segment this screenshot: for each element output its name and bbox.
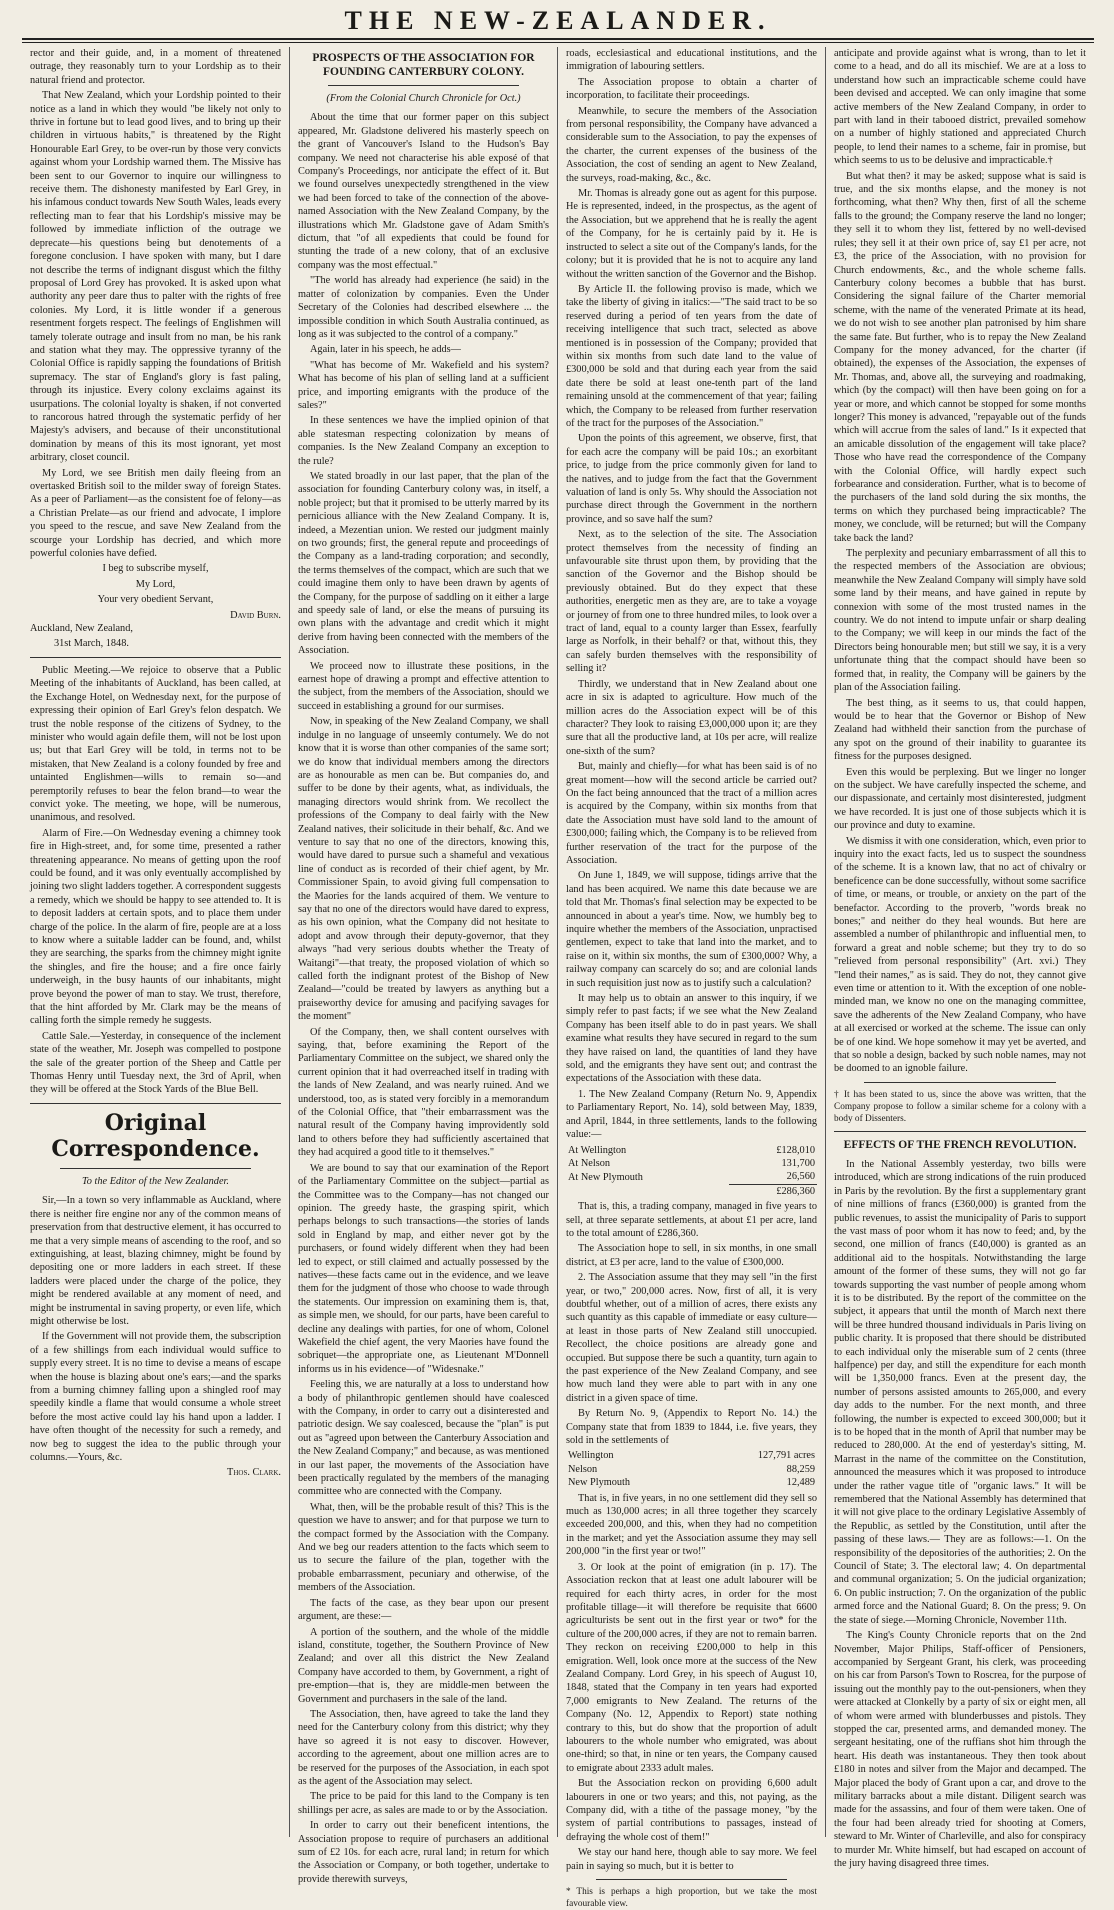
article-paragraph: anticipate and provide against what is wrong, than to let it come to a head, and do all its mischief. We are at a loss to understand how such an impracticable scheme could have been devised and accepted. We can only imagine that some active members of the New Zealand Company, in order to part with land in their tabooed district, prevailed somehow on a number of highly stationed and appreciated Church people, to lend their names to a scheme, fair in promise, but which seems to us to be delusive and impracticable.† xyxy=(834,48,1086,167)
article-paragraph: What, then, will be the probable result of this? This is the question we have to answer; and for that purpose we turn to the compact formed by the Association with the Company. And we beg our readers attention to the facts which seem to us to secure the failure of the plan, together with the probable embarrassment, pecuniary and otherwise, of the members of the Association. xyxy=(298,1501,549,1594)
divider xyxy=(834,1131,1086,1132)
correspondence-paragraph: Sir,—In a town so very inflammable as Auckland, where there is neither fire engine nor any of the common means of preservation from that destructive element, it has occurred to me that a very simple means of ascending to the roof, and so extinguishing, at least, blazing chimney, might be found by depositing one or more ladders in each street. If these ladders were placed under the charge of the police, they might be rendered available at any moment of need, and might be instrumental in saving property, or even life, which might otherwise be lost. xyxy=(30,1195,281,1327)
article-paragraph: Again, later in his speech, he adds— xyxy=(310,344,461,356)
letter-date: 31st March, 1848. xyxy=(54,638,129,650)
column-4 xyxy=(826,47,1094,1869)
article-paragraph: 2. The Association assume that they may sell "in the first year, or two," 200,000 acres. Now, first of all, it is very doubtful whether, out of a million of acres, there exists any such quantity as this capable of immediate or easy culture—at least in those parts of New Zealand still unoccupied. Recollect, the choice positions are already gone and occupied. But suppose there be such a quantity, turn again to the past experience of the New Zealand Company, and see how much land they were able to part with in any one district in a given space of time. xyxy=(566,1272,817,1404)
article-paragraph: We dismiss it with one consideration, which, even prior to inquiry into the exact facts, led us to suspect the soundness of the scheme. It is a known law, that no act of chivalry or beneficence can be done successfully, without some sacrifice of time, or means, or trouble, or anxiety on the part of the benefactor. According to the proverb, "words break no bones;" and neither do they heal wounds. But here are assembled a number of philanthropic and influential men, to forward a great and noble scheme; but they try to do so "relieved from personal responsibility" (Art. xvi.) They "lend their names," as is said. They do not, they cannot give even time or attention to it. With the exception of one noble-minded man, we know no one on the managing committee, save the adherents of the New Zealand Company, who have at all exercised or worked at the scheme. The issue can only be of one kind. We hope somehow it may yet be averted, and that so noble a design, backed by such noble names, may not be doomed to an ignoble failure. xyxy=(834,835,1086,1075)
article-heading: EFFECTS OF THE FRENCH REVOLUTION. xyxy=(843,1138,1077,1151)
article-paragraph: Of the Company, then, we shall content ourselves with saying, that, before examining the Report of the Parliamentary Committee on the subject, we shared only the current opinion that it had overreached itself in trading with the lands of New Zealand, and was nearly ruined. And we understood, too, as is stated very forcibly in a memorandum of the Colonial Office, that "their embarrassment was the natural result of the Company having improvidently sold land to others before they had sufficiently ascertained that they had acquired a good title to it themselves." xyxy=(298,1026,549,1159)
table-row xyxy=(566,1449,817,1462)
news-item-cattle: Cattle Sale.—Yesterday, in consequence of the inclement state of the weather, Mr. Joseph was compelled to postpone the sale of the greater portion of the Sheep and Cattle per Thomas Henry until Tuesday next, the 3rd of April, when they will be offered at the Stock Yards of the Blue Bell. xyxy=(30,1030,281,1096)
article-paragraph: "What has become of Mr. Wakefield and his system? What has become of his plan of selling land at a sufficient price, and importing emigrants with the produce of the sales?" xyxy=(298,359,549,411)
footnote: * This is perhaps a high proportion, but we take the most favourable view. xyxy=(566,1887,817,1910)
divider xyxy=(864,1082,1056,1083)
letter-paragraph: That New Zealand, which your Lordship pointed to their notice as a land in which they would "be likely not only to thrive in fortune but to lead good lives, and to bring up their children in virtuous habits," is threatened by the Right Honourable Earl Grey, to be over-run by those very convicts against whom your Lordship warned them. The Missive has been sent to our Governor to inquire our willingness to receive them. The dishonesty manifested by Earl Grey, in his infamous conduct towards New South Wales, leads every reflecting man to fear that his Lordship's missive may be followed by immediate infliction of the outrage we deprecate—his questions being but denotements of a foregone conclusion. I have spoken with many, but I dare not describe the terms of indignant disgust which the filthy proposal of Lord Grey has provoked. It is asked upon what authority any peer dare thus to palter with the rights of free colonies. My Lord, it is little wonder if a generous resentment forgets respect. The feelings of Englishmen will tamely tolerate outrage and insult from no man, be his rank and station what they may. The oppressive tyranny of the Colonial Office is rapidly sapping the foundations of British supremacy. The star of England's glory is fast paling, through its injustice. Every colony exclaims against its usurpations. The colonial loyalty is shaken, if not converted to rancorous hatred through the systematic perfidy of her Majesty's advisers, and because of their unconstitutional domination by means of this its most ignorant, yet most arbitrary, closet council. xyxy=(30,90,281,464)
article-paragraph: It may help us to obtain an answer to this inquiry, if we simply refer to past facts; if we see what the New Zealand Company has been itself able to do in past years. We shall examine what results they have secured in regard to the sum they have raised on land, the quantities of land they have sold, and the emigrants they have sent out; and contrast the expectations of the Association with these data. xyxy=(566,993,817,1085)
column-1 xyxy=(22,47,290,1837)
article-paragraph: The Association propose to obtain a charter of incorporation, to facilitate their proceedings. xyxy=(566,76,817,102)
article-paragraph: About the time that our former paper on this subject appeared, Mr. Gladstone delivered his masterly speech on the grant of Vancouver's Island to the Hudson's Bay company. We need not characterise his able exposé of that Company's Proceedings, nor anticipate the effect of it. But we found ourselves unexpectedly strengthened in the view we had been forced to take of the connection of the above-named Association with the New Zealand Company, by the illustrations which Mr. Gladstone gave of Adam Smith's dictum, that "of all expedients that could be found for stunting the trade of a new colony, that of an exclusive company was the most effectual." xyxy=(298,112,549,271)
article-paragraph: We proceed now to illustrate these positions, in the earnest hope of drawing a prompt and effective attention to the subject, from the members of the Association, should we succeed in establishing a ground for our surmises. xyxy=(298,660,549,712)
letter-closing: My Lord, xyxy=(135,578,176,590)
article-paragraph: But the Association reckon on providing 6,600 adult labourers in one or two years; and this, not paying, as the Company did, with a tithe of the passage money, "by the system of partial contributions to passages, instead of defraying the whole cost of them!" xyxy=(566,1778,817,1843)
table-cell: 12,489 xyxy=(786,1477,815,1489)
article-paragraph: We are bound to say that our examination of the Report of the Parliamentary Committee on the subject—partial as the Committee was to the Company—has not changed our opinion. The greedy haste, the grasping spirit, which perhaps belongs to such transactions—the stories of lands sold in England by map, and either never got by the purchasers, or found widely different when they had been led to expect, or still claimed and actually possessed by the natives—these facts came out in the evidence, and we leave them for the judgment of those who choose to wade through the statements. Our impression on examining them is, that, as simple men, we should, for our parts, have been careful to decline any dealings with parties, for one of whom, Colonel Wakefield the chief agent, the very Maories have found the sobriquet—the appropriate one, as Lieutenant M'Donnell informs us in his evidence—of "Widesnake." xyxy=(298,1162,549,1375)
article-paragraph: roads, ecclesiastical and educational institutions, and the immigration of labouring settlers. xyxy=(566,48,817,73)
article-paragraph: In order to carry out their beneficent intentions, the Association propose to require of purchasers an additional sum of £2 10s. for each acre, rural land; in return for which the Association or Company, or both together, undertake to provide therewith surveys, xyxy=(298,1820,549,1885)
article-paragraph: By Article II. the following proviso is made, which we take the liberty of giving in italics:—"The said tract to be so reserved during a period of ten years from the date of receiving intelligence that such tract, selected as above mentioned is in possession of the Company; provided that within six months from such date land to the value of £300,000 be sold and that during each year from the said date there be sold at least one-tenth part of the land remaining unsold at the commencement of that year; failing which, the Company to be released from further reservation of the tract for the purposes of the Association." xyxy=(566,283,817,429)
table-cell: New Plymouth xyxy=(568,1477,631,1489)
article-paragraph: The Association hope to sell, in six months, in one small district, at £3 per acre, land to the value of £300,000. xyxy=(566,1243,817,1268)
table-cell: 88,259 xyxy=(786,1463,815,1475)
article-paragraph: 1. The New Zealand Company (Return No. 9, Appendix to Parliamentary Report, No. 14), sold between May, 1839, and April, 1844, in three settlements, lands to the following value:— xyxy=(566,1088,817,1141)
letter-signature: David Burn. xyxy=(230,609,281,621)
divider xyxy=(596,1879,787,1880)
section-title: Original Correspondence. xyxy=(51,1109,260,1162)
table-cell: At Nelson xyxy=(568,1157,611,1169)
article-paragraph: Meanwhile, to secure the members of the Association from personal responsibility, the Company have advanced a considerable sum to the Association, to pay the expenses of the charter, the current expenses of the business of the Association, the cost of sending an agent to New Zealand, the surveys, road-making, &c., &c. xyxy=(566,105,817,184)
article-paragraph: We stay our hand here, though able to say more. We feel pain in saying so much, but it is better to xyxy=(566,1847,817,1872)
article-paragraph: The facts of the case, as they bear upon our present argument, are these:— xyxy=(298,1597,549,1623)
article-paragraph: But what then? it may be asked; suppose what is said is true, and the six months elapse, and the money is not forthcoming, what then? Why then, first of all the scheme falls to the ground; the Company reserve the land no longer; they sell it to whom they list, fettered by no well-devised rules; they sell it at their own price of, say £1 per acre, not £3, the price of the Association, with no provision for Church endowments, &c., and the whole scheme falls. Canterbury colony becomes a bubble that has burst. Considering the signal failure of the Charter memorial scheme, with the name of the venerated Primate at its head, we do not wish to see another plan patronised by him share the same fate. But further, who is to repay the New Zealand Company for the money advanced, for the charter (if obtained), the expenses of the Association, the expenses of Mr. Thomas, and, above all, the surveying and roadmaking, which (by the compact) will then have been going on for a year or more, and which cannot be stopped for some months longer? This money is advanced, "repayable out of the funds which will accrue from the sales of land." Is it expected that an amicable dissolution of the engagement will take place? Those who have read the correspondence of the Company with the Colonial Office, will hardly expect such forbearance and consideration. Further, what is to become of the purchasers of the land sold during the six months, the terms on which they purchased being impracticable? The money, we conclude, will be returned; but will the Company take back the land? xyxy=(834,170,1086,544)
letter-paragraph: My Lord, we see British men daily fleeing from an overtasked British soil to the milder sway of foreign States. As a peer of Parliament—as the consistent foe of felony—as a Christian Prelate—as our friend and advocate, I implore you speed to the rescue, and save New Zealand from the scourge your Lordship has decried, and which more powerful colonies have defied. xyxy=(30,467,281,560)
article-paragraph: Now, in speaking of the New Zealand Company, we shall indulge in no language of unseemly contumely. We do not know that it is worse than other companies of the same sort; we do know that individual members among the directors are as honourable as men can be. But companies do, and suffer to be done by their agents, what, as individuals, the managing directors would shrink from. We recollect the professions of the Company to deal fairly with the New Zealand natives, their solicitude in their behalf, &c. And we venture to say that no one of the directors, knowing this, would have dared to pursue such a shameful and vexatious line of conduct as is recorded of their chief agent, by Mr. Commissioner Spain, to avoid giving full compensation to the Maories for the lands acquired of them. We venture to say that no one of the directors would have dared to express, as his own opinion, what the Company did not hesitate to adopt and avow through their deputy-governor, that they always "had very serious doubts whether the Treaty of Waitangi"—that treaty, the proposed violation of which so called forth the indignant protest of the Bishop of New Zealand—"could be treated by lawyers as anything but a praiseworthy device for amusing and pacifying savages for the moment" xyxy=(298,716,549,1023)
article-paragraph: In the National Assembly yesterday, two bills were introduced, which are strong indications of the ruin produced in Paris by the revolution. By the first a supplementary grant of nine millions of francs (£360,000) is granted from the public revenues, to assist the municipality of Paris to support the vast mass of poor whom it has now to feed; and, by the second, one million of francs (£40,000) is granted as an additional aid to the hospitals. Notwithstanding the large amount of the former of these sums, they will not go far towards supporting the vast number of people among whom it is to be distributed. By the report of the committee on the subject, it appears that until the month of March next there will be three hundred thousand individuals in Paris living on public charity. It is proposed that there should be distributed to each individual only the miserable sum of 2 cents (three halfpence) per day, and still the expenditure for each month will be 1,350,000 francs. Even at the present day, the number of persons assisted amounts to 265,000, and every day adds to the number. For the next month, and three following, the number is expected to exceed 300,000; but it is to be hoped that in the month of April that number may be reduced to 280,000. At the end of yesterday's sitting, M. Marrast in the name of the committee on the Constitution, announced the measures which it was proposed to introduce under the rather vague title of "organic laws." It will be remembered that the National Assembly has determined that it will not give place to the ordinary Legislative Assembly of the Republic, as settled by the Constitution, until after the passing of these laws.— They are as follows:—1. On the responsibility of the depositories of the authorities; 2. On the Council of State; 3. The electoral law; 4. On departmental and communal organization; 5. On the judicial organization; 6. On public instruction; 7. On the organization of the public armed force and the National Guard; 8. On the press; 9. On the state of siege.—Morning Chronicle, November 11th. xyxy=(834,1158,1086,1626)
table-total: £286,360 xyxy=(729,1184,817,1198)
article-source: (From the Colonial Church Chronicle for Oct.) xyxy=(326,93,521,104)
footnote: † It has been stated to us, since the above was written, that the Company propose to follow a similar scheme for a colony with a body of Dissenters. xyxy=(834,1089,1086,1124)
lands-acres-table xyxy=(566,1449,817,1489)
article-paragraph: The perplexity and pecuniary embarrassment of all this to the respected members of the Association are obvious; meanwhile the New Zealand Company will simply have sold some land by their means, and have gained in repute by connexion with some of the most trusted names in the country. We do not intend to impute unfair or sharp dealing to the Company; we will keep in our minds the fact of the Directors being honourable men; but still we say, it is a very unfortunate thing that the compact should have been so formed that, in reality, the Company will be gainers by the plan of the Association failing. xyxy=(834,548,1086,694)
divider xyxy=(328,85,519,86)
divider xyxy=(60,1168,251,1169)
letter-paragraph: rector and their guide, and, in a moment of threatened outrage, they reasonably turn to your Lordship as to their natural friend and protector. xyxy=(30,48,281,86)
letter-place: Auckland, New Zealand, xyxy=(30,623,133,635)
article-paragraph: But, mainly and chiefly—for what has been said is of no great moment—how will the second article be carried out? On the fact being announced that the tract of a million acres is acquired by the Company, within six months from that date the Association must have sold land to the amount of £300,000; failing which, the Company is to be relieved from further reservation of the tract for the purpose of the Association. xyxy=(566,761,817,866)
article-paragraph: Mr. Thomas is already gone out as agent for this purpose. He is represented, indeed, in the prospectus, as the agent of the Association, but we apprehend that he is really the agent of the Company, for he is certainly paid by it. He is instructed to select a site out of the Company's lands, for the colony; but it is provided that he is not to acquire any land without the written sanction of the Governor and the Bishop. xyxy=(566,188,817,280)
article-paragraph: In these sentences we have the implied opinion of that able statesman respecting colonization by means of companies. Is the New Zealand Company an exception to the rule? xyxy=(298,415,549,467)
article-paragraph: "The world has already had experience (he said) in the matter of colonization by companies. Even the Under Secretary of the Colonies had described elsewhere ... the impossible condition in which South Australia continued, as long as it was subjected to the control of a company." xyxy=(298,275,549,340)
table-row xyxy=(566,1463,817,1476)
article-paragraph: 3. Or look at the point of emigration (in p. 17). The Association reckon that at least one adult labourer will be required for each thirty acres, in order for the most profitable tillage—it will therefore be requisite that 6600 agriculturists be sent out in the first year or two* for the culture of the 200,000 acres, if they are not to remain barren. They reckon on receiving £200,000 to help in this emigration. Well, look once more at the success of the New Zealand Company. Lord Grey, in his speech of August 10, 1848, stated that the Company in ten years had exported 7,000 emigrants to New Zealand. The returns of the Company (No. 12, Appendix to Report) state nothing contrary to this, but do show that the proportion of adult labourers to the whole number who emigrated, was about one-third; so that, in nine or ten years, the Company caused to emigrate about 2333 adult males. xyxy=(566,1561,817,1774)
article-paragraph: The King's County Chronicle reports that on the 2nd November, Major Philips, Staff-officer of Pensioners, accompanied by Sergeant Grant, his clerk, was proceeding on his car from Parson's Town to Roscrea, for the purpose of issuing out the monthly pay to the out-pensioners, when they were attacked at Clonkelly by a party of six or eight men, all of whom were armed with blunderbusses and pistols. They stopped the car, presented arms, and demanded money. The sergeant hesitating, one of the ruffians shot him through the heart. His death was instantaneous. They then took about £180 in notes and silver from the Major and decamped. The Major placed the body of Grant upon a car, and drove to the military barracks about a mile distant. Diligent search was made for the assassins, and four of them were taken. One of the four had been already tried for shooting at Comers, steward to Mr. Winter of Charleville, and also for conspiracy to murder Mr. White himself, but had escaped on account of the jury having disagreed three times. xyxy=(834,1630,1086,1869)
article-paragraph: The best thing, as it seems to us, that could happen, would be to hear that the Governor or Bishop of New Zealand had withheld their sanction from the purchase of any spot on the ground of their inability to guarantee its fitness for the purposes designed. xyxy=(834,697,1086,763)
table-cell: 127,791 acres xyxy=(757,1450,815,1462)
column-3 xyxy=(558,47,826,1910)
table-cell: 131,700 xyxy=(781,1157,815,1169)
article-paragraph: Feeling this, we are naturally at a loss to understand how a body of philanthropic gentlemen should have coalesced with the Company, in order to carry out a disinterested and patriotic design. We say coalesced, because the "plan" is put out as "agreed upon between the Canterbury Association and the New Zealand Company;" and because, as was mentioned in our last paper, the movements of the Association have been practically regulated by the members of the managing committee who are connected with the Company. xyxy=(298,1379,549,1498)
table-cell: 26,560 xyxy=(786,1171,815,1183)
article-paragraph: That is, this, a trading company, managed in five years to sell, at three separate settlements, at about £1 per acre, land to the total amount of £286,360. xyxy=(566,1201,817,1239)
article-paragraph: Thirdly, we understand that in New Zealand about one acre in six is adapted to agriculture. How much of the million acres do the Association expect will be of this character? They look to raising £3,000,000 upon it; are they sure that all the productive land, at 10s per acre, will realize one-sixth of the sum? xyxy=(566,678,817,757)
table-cell: At New Plymouth xyxy=(568,1171,643,1183)
divider xyxy=(30,1103,281,1104)
table-row xyxy=(566,1170,817,1184)
letter-closing: I beg to subscribe myself, xyxy=(102,563,209,575)
article-paragraph: On June 1, 1849, we will suppose, tidings arrive that the land has been acquired. We name this date because we are told that Mr. Thomas's final selection may be expected to be announced in about a year's time. Now, we humbly beg to inquire whether the members of the Association, unpractised gentlemen, expect to take that land into the market, and to raise on it, within six months, the sum of £300,000? Why, a railway company can scarcely do so; and are colonial lands in such requisition just now as to justify such a calculation? xyxy=(566,870,817,989)
article-paragraph: By Return No. 9, (Appendix to Report No. 14.) the Company state that from 1839 to 1844, i.e. five years, they sold in the settlements of xyxy=(566,1408,817,1447)
article-paragraph: Next, as to the selection of the site. The Association protect themselves from the necessity of finding an unfavourable site thrust upon them, by providing that the sanction of the Governor and the Bishop should be previously obtained. But do they expect that these authorities, energetic men as they are, are to take a voyage or journey of from one to three hundred miles, to look over a tract of land, equal to a county larger than Essex, fearfully large as Norfolk, in their behalf? or that, without this, they can safely burden themselves with the responsibility of selling it? xyxy=(566,529,817,675)
table-cell: £128,010 xyxy=(776,1144,815,1156)
table-row xyxy=(566,1157,817,1170)
article-paragraph: That is, in five years, in no one settlement did they sell so much as 130,000 acres; in all three together they scarcely exceeded 200,000, and this, when they had no competition in the market; and yet the Association assume they may sell 200,000 "in the first year or two!" xyxy=(566,1492,817,1558)
column-2 xyxy=(290,47,558,1885)
divider xyxy=(30,657,281,658)
article-paragraph: Even this would be perplexing. But we linger no longer on the subject. We have carefully inspected the scheme, and our dispassionate, and certainly most disinterested, judgment we have recorded. It is just one of those subjects which it is our province and duty to examine. xyxy=(834,766,1086,832)
correspondence-signature: Thos. Clark. xyxy=(227,1467,281,1479)
correspondence-address: To the Editor of the New Zealander. xyxy=(82,1175,229,1187)
article-paragraph: We stated broadly in our last paper, that the plan of the association for founding Canterbury colony was, in itself, a noble project; but that it promised to be utterly marred by its pernicious alliance with the New Zealand Company. It is, indeed, a Mezentian union. We rested our judgment mainly on two grounds; first, the general repute and proceedings of the Company as a land-trading corporation; and secondly, the terms themselves of the compact, which are such that we could imagine them only to have been drawn by agents of the Company, for the purpose of saddling on it either a large and speedy sale of land, or else the means of pursuing its own plans with the advantage and credit which it might derive from having been connected with the members of the Association. xyxy=(298,470,549,657)
letter-closing: Your very obedient Servant, xyxy=(97,594,214,606)
table-row xyxy=(566,1144,817,1157)
article-paragraph: The Association, then, have agreed to take the land they need for the Canterbury colony from this district; why they have so agreed it is not easy to discover. However, according to the agreement, about one million acres are to be reserved for the purposes of the Association, in each spot as the agent of the Association may select. xyxy=(298,1708,549,1787)
news-item-meeting: Public Meeting.—We rejoice to observe that a Public Meeting of the inhabitants of Auckland, has been called, at the Exchange Hotel, on Wednesday next, for the purpose of expressing their opinion of Earl Grey's felon despatch. We trust the noble response of the citizens of Sydney, to the minister who would again defile them, will not be lost upon us; but that Earl Grey will be told, in terms not to be mistaken, that New Zealand is a colony founded by free and untainted Englishmen—wills to remain so—and peremptorily refuses to bear the felon brand—to wear the convict yoke. The meeting, we hope, will be numerous, unanimous, and resolved. xyxy=(30,664,281,824)
correspondence-paragraph: If the Government will not provide them, the subscription of a few shillings from each individual would suffice to supply every street. It is no time to devise a means of escape when the house is blazing about one's ears;—and the sparks from a burning chimney falling upon a shingled roof may speedily kindle a flame that would consume a whole street before the most active could lay his hand upon a ladder. I have often thought of the necessity for such a remedy, and now beg to suggest the idea to the public through your columns.—Yours, &c. xyxy=(30,1331,281,1463)
article-paragraph: A portion of the southern, and the whole of the middle island, constitute, together, the Southern Province of New Zealand; and over all this district the New Zealand Company have accorded to them, by Government, a right of pre-emption—that is, they are middle-men between the Government and purchasers in the sale of the land. xyxy=(298,1626,549,1705)
masthead-title: THE NEW-ZEALANDER. xyxy=(22,6,1094,40)
table-row xyxy=(566,1476,817,1489)
table-cell: Nelson xyxy=(568,1463,598,1475)
table-total-row xyxy=(566,1184,817,1198)
news-item-fire: Alarm of Fire.—On Wednesday evening a chimney took fire in High-street, and, for some time, presented a rather threatening appearance. No means of getting upon the roof could be found, and it was only eventually accomplished by joining two slight ladders together. A correspondent suggests a remedy, which we should be happy to see attended to. It is to deposit ladders at certain spots, and to place them under charge of the police. In the alarm of fire, people are at a loss to know where a suitable ladder can be found, and, whilst they are searching, the sparks from the chimney might ignite the shingles, and fire the house; and a fire once fairly underweigh, in the busy haunts of our inhabitants, might prove beyond the power of man to stay. We trust, therefore, that the hint afforded by Mr. Clark may be the means of calling forth the simple remedy he suggests. xyxy=(30,827,281,1027)
masthead-rule xyxy=(22,40,1094,43)
lands-value-table xyxy=(566,1144,817,1199)
article-paragraph: The price to be paid for this land to the Company is ten shillings per acre, as sales are made to or by the Association. xyxy=(298,1791,549,1816)
article-paragraph: Upon the points of this agreement, we observe, first, that for each acre the company will be paid 10s.; an exorbitant price, to judge from the price commonly given for land to the natives, and to judge from the fact that the Government valuation of land is only 5s. Why should the Association not purchase direct through the Government in the northern province, and so save half the sum? xyxy=(566,433,817,525)
columns xyxy=(22,47,1094,1910)
table-cell: At Wellington xyxy=(568,1144,627,1156)
article-heading: PROSPECTS OF THE ASSOCIATION FOR FOUNDING CANTERBURY COLONY. xyxy=(312,52,535,78)
table-cell: Wellington xyxy=(568,1450,614,1462)
